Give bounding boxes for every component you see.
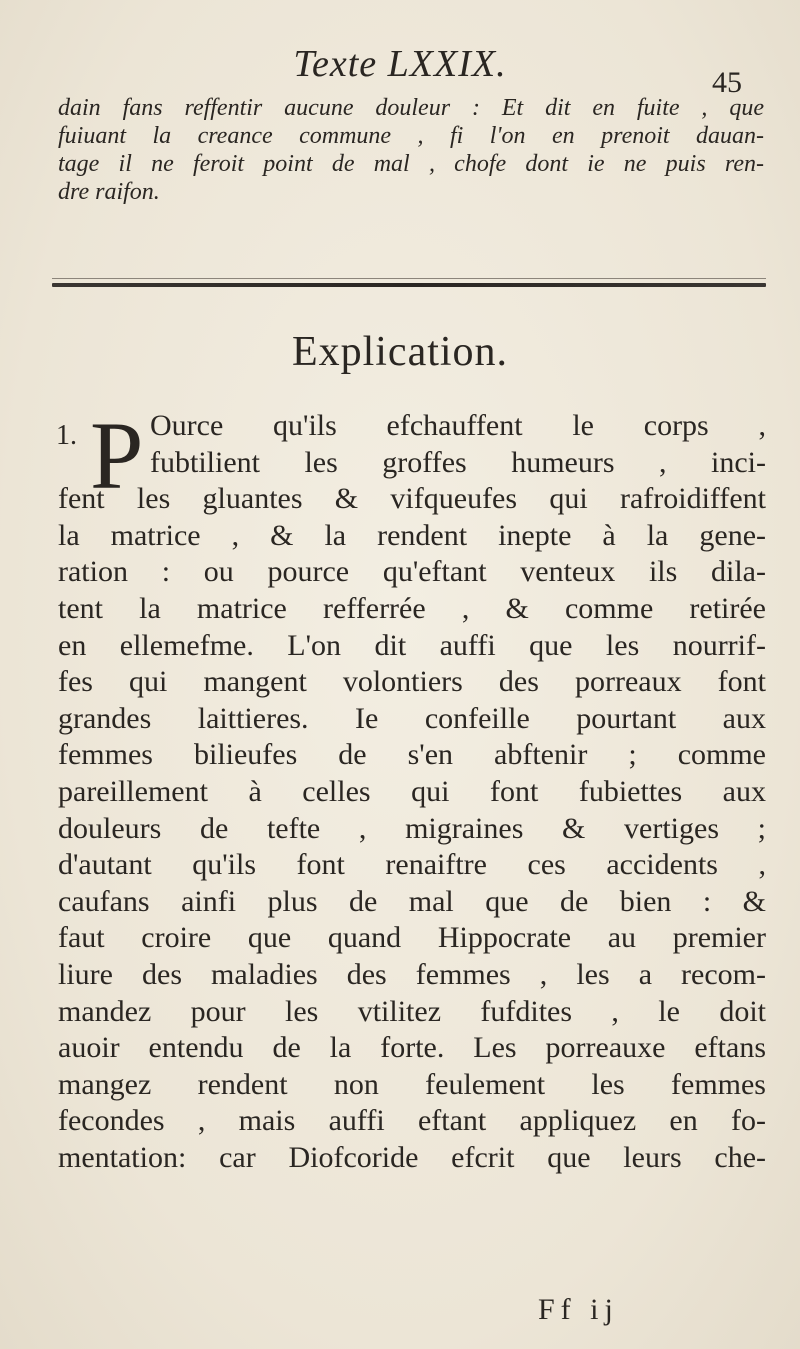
body-line: mandez pour les vtilitez fufdites , le doit (58, 994, 766, 1028)
body-line: fubtilient les groffes humeurs , inci- (150, 445, 766, 479)
preceding-text-line: dain fans reffentir aucune douleur : Et dit en fuite , que (58, 95, 764, 121)
body-line: en ellemefme. L'on dit auffi que les nourrif- (58, 628, 766, 662)
body-line: d'autant qu'ils font renaiftre ces accidents , (58, 848, 766, 882)
body-line: fes qui mangent volontiers des porreaux font (58, 665, 766, 699)
paragraph-number: 1. (56, 420, 77, 451)
body-text (58, 402, 766, 1176)
body-line: tent la matrice refferrée , & comme retirée (58, 591, 766, 625)
body-line: mangez rendent non feulement les femmes (58, 1067, 766, 1101)
body-line: douleurs de tefte , migraines & vertiges ; (58, 811, 766, 845)
section-title: Explication. (291, 329, 509, 375)
divider-rule (52, 283, 766, 287)
body-line: fent les gluantes & vifqueufes qui rafroidiffent (58, 482, 766, 516)
preceding-text-line: fuiuant la creance commune , fi l'on en prenoit dauan- (58, 123, 764, 149)
body-line: la matrice , & la rendent inepte à la gene- (58, 518, 766, 552)
body-line: pareillement à celles qui font fubiettes aux (58, 774, 766, 808)
preceding-text-block (58, 94, 764, 206)
body-line: Ource qu'ils efchauffent le corps , (150, 409, 766, 442)
body-line: fecondes , mais auffi eftant appliquez en fo- (58, 1104, 766, 1138)
body-line: grandes laittieres. Ie confeille pourtant aux (58, 701, 766, 735)
signature-mark: Ff ij (538, 1293, 619, 1326)
body-line: auoir entendu de la forte. Les porreauxe eftans (58, 1031, 766, 1065)
page-number: 45 (712, 66, 742, 99)
body-line: mentation: car Diofcoride efcrit que leurs che- (58, 1140, 766, 1174)
drop-cap: P (90, 402, 144, 509)
body-line: liure des maladies des femmes , les a recom- (58, 957, 766, 991)
body-line: caufans ainfi plus de mal que de bien : & (58, 884, 766, 918)
running-head: Texte LXXIX. (293, 43, 507, 85)
body-line: faut croire que quand Hippocrate au premier (58, 921, 766, 955)
body-line: femmes bilieufes de s'en abftenir ; comme (58, 738, 766, 772)
divider-rule-thin (52, 278, 766, 279)
body-line: ration : ou pource qu'eftant venteux ils dila- (58, 555, 766, 589)
preceding-text-line: tage il ne feroit point de mal , chofe dont ie ne puis ren- (58, 151, 764, 177)
preceding-text-line: dre raifon. (58, 179, 160, 205)
